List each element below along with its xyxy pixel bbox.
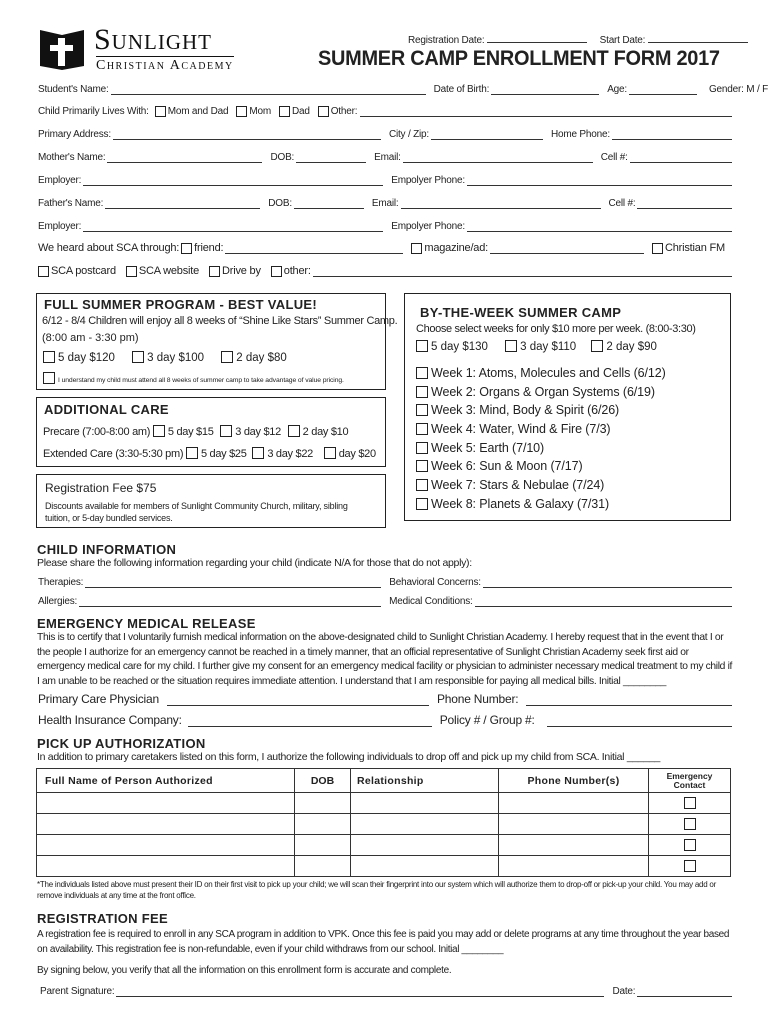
name-cell[interactable] [37, 814, 295, 835]
by-week-box [404, 293, 731, 521]
registration-fee-box [36, 474, 386, 528]
mother-email-field[interactable] [403, 153, 593, 163]
week-1-checkbox[interactable] [416, 367, 428, 379]
ext-2day-checkbox[interactable] [324, 447, 336, 459]
heard-label: We heard about SCA through: [38, 242, 180, 254]
age-field[interactable] [629, 85, 697, 95]
phone-cell[interactable] [499, 856, 649, 877]
phone-cell[interactable] [499, 835, 649, 856]
mother-employer-phone-label: Empolyer Phone: [391, 175, 465, 186]
week-7-checkbox[interactable] [416, 479, 428, 491]
heard-other-field[interactable] [313, 267, 732, 277]
lives-with-label: Child Primarily Lives With: [38, 106, 149, 117]
father-dob-label: DOB: [268, 198, 292, 209]
table-row [37, 793, 731, 814]
other-label: Other: [330, 106, 358, 117]
pickup-note: *The individuals listed above must present their ID on their first visit to pick up your child; we will scan their fingerprint into our system which will authorize them to drop-off or pick-up your child. You may add or remove individuals at any time at the front office. [37, 880, 717, 900]
dob-cell[interactable] [295, 835, 351, 856]
relationship-cell[interactable] [351, 793, 499, 814]
weeks-list [416, 366, 666, 516]
postcard-label: SCA postcard [51, 265, 116, 277]
policy-label: Policy # / Group #: [439, 713, 535, 727]
pickup-title: PICK UP AUTHORIZATION [37, 736, 206, 751]
extended-label: Extended Care (3:30-5:30 pm) [43, 448, 184, 460]
postcard-checkbox[interactable] [38, 266, 49, 277]
registration-fee-box-desc: Discounts available for members of Sunlight Community Church, military, sibling tuition, or 5-day bundled services. [45, 501, 348, 523]
relationship-cell[interactable] [351, 835, 499, 856]
mother-employer-field[interactable] [83, 176, 383, 186]
week-label: Week 5: Earth (7/10) [431, 440, 545, 455]
gender-label: Gender: M / F [708, 84, 769, 95]
pickup-desc: In addition to primary caretakers listed on this form, I authorize the following individuals to drop off and pick up my child from SCA. Initial ______ [37, 751, 661, 763]
medical-field[interactable] [475, 597, 732, 607]
full-2day-label: 2 day $80 [236, 352, 287, 364]
week-label: Week 6: Sun & Moon (7/17) [431, 459, 583, 474]
dob-field[interactable] [491, 85, 599, 95]
name-cell[interactable] [37, 835, 295, 856]
other-field[interactable] [360, 107, 732, 117]
mother-employer-phone-field[interactable] [467, 176, 732, 186]
pre-2day-label: 2 day $10 [302, 426, 349, 438]
emergency-text: This is to certify that I voluntarily furnish medical information on the above-designated child to Sunlight Christian Academy. I hereby request that in the event that I or the people I authorize for an emergency cannot be reached in a timely manner, that an official representative of Sunlight Christian Academy seek first aid or emergency medical care for my child. I further give my consent for an emergency medical facility or physician to administer necessary medical treatment to my child if I am unable to be reached or the situation requires immediate attention. I understand that I am responsible for paying all medical bills. Initial ________ [37, 632, 733, 687]
mothers-name-label: Mother's Name: [38, 152, 106, 163]
week-item [416, 366, 666, 385]
by-week-title: BY-THE-WEEK SUMMER CAMP [420, 305, 622, 320]
mom-and-dad-label: Mom and Dad [167, 106, 229, 117]
full-ack-checkbox[interactable] [43, 372, 55, 384]
dad-checkbox[interactable] [279, 106, 290, 117]
father-employer-phone-field[interactable] [467, 222, 732, 232]
additional-care-box [36, 397, 386, 467]
week-label: Week 8: Planets & Galaxy (7/31) [431, 496, 610, 511]
phone-number-field[interactable] [526, 696, 732, 706]
date-field[interactable] [637, 987, 732, 997]
cross-book-icon [38, 26, 86, 70]
emergency-contact-checkbox[interactable] [684, 797, 696, 809]
week-4-checkbox[interactable] [416, 423, 428, 435]
emergency-title: EMERGENCY MEDICAL RELEASE [37, 616, 256, 631]
week-5day-label: 5 day $130 [431, 341, 488, 353]
relationship-cell[interactable] [351, 856, 499, 877]
magazine-field[interactable] [490, 244, 644, 254]
signature-field[interactable] [116, 987, 604, 997]
therapies-field[interactable] [85, 578, 381, 588]
registration-fee-text: A registration fee is required to enroll in any SCA program in addition to VPK. Once this fee is paid you may add or delete programs at any time throughout the year based on availability. This registration fee is non-refundable, even if your child withdraws from our school. Initial ________ [37, 929, 730, 955]
medical-label: Medical Conditions: [389, 596, 473, 607]
week-5-checkbox[interactable] [416, 442, 428, 454]
dob-cell[interactable] [295, 814, 351, 835]
fathers-name-field[interactable] [105, 199, 260, 209]
full-program-desc: 6/12 - 8/4 Children will enjoy all 8 weeks of “Shine Like Stars” Summer Camp. [42, 315, 398, 327]
fathers-name-label: Father's Name: [38, 198, 104, 209]
mother-dob-field[interactable] [296, 153, 366, 163]
table-row [37, 814, 731, 835]
start-date-field[interactable] [648, 32, 748, 43]
father-employer-phone-label: Empolyer Phone: [391, 221, 465, 232]
signing-text: By signing below, you verify that all the information on this enrollment form is accurate and complete. [37, 965, 452, 976]
week-3day-label: 3 day $110 [520, 341, 577, 353]
ext-2day-label: day $20 [338, 448, 376, 460]
emergency-contact-checkbox[interactable] [684, 839, 696, 851]
age-label: Age: [607, 84, 627, 95]
father-cell-label: Cell #: [608, 198, 636, 209]
christian-fm-label: Christian FM [665, 242, 725, 254]
col-emergency: Emergency Contact [649, 769, 731, 793]
pre-3day-checkbox[interactable] [220, 425, 232, 437]
father-dob-field[interactable] [294, 199, 364, 209]
mother-cell-label: Cell #: [600, 152, 628, 163]
week-item [416, 478, 666, 497]
dob-cell[interactable] [295, 793, 351, 814]
logo-name: Sunlight [94, 23, 212, 56]
father-cell-field[interactable] [637, 199, 732, 209]
full-program-hours: (8:00 am - 3:30 pm) [42, 332, 139, 344]
friend-label: friend: [194, 242, 224, 254]
full-2day-checkbox[interactable] [221, 351, 233, 363]
week-item [416, 441, 666, 460]
table-row [37, 835, 731, 856]
physician-field[interactable] [167, 696, 429, 706]
logo-subtitle: Christian Academy [96, 58, 234, 73]
date-label: Date: [612, 986, 636, 997]
week-label: Week 3: Mind, Body & Spirit (6/26) [431, 403, 620, 418]
pre-5day-label: 5 day $15 [167, 426, 214, 438]
other-checkbox[interactable] [318, 106, 329, 117]
students-name-label: Student's Name: [38, 84, 109, 95]
dob-label: Date of Birth: [433, 84, 490, 95]
behavioral-label: Behavioral Concerns: [389, 577, 481, 588]
table-row [37, 856, 731, 877]
full-ack-text: I understand my child must attend all 8 weeks of summer camp to take advantage of value pricing. [58, 377, 344, 384]
emergency-contact-checkbox[interactable] [684, 818, 696, 830]
name-cell[interactable] [37, 793, 295, 814]
home-phone-label: Home Phone: [550, 129, 610, 140]
phone-number-label: Phone Number: [436, 692, 519, 706]
students-name-field[interactable] [111, 85, 426, 95]
week-item [416, 422, 666, 441]
city-zip-label: City / Zip: [388, 129, 429, 140]
child-info-desc: Please share the following information regarding your child (indicate N/A for those that do not apply): [37, 557, 472, 569]
address-field[interactable] [113, 130, 381, 140]
child-info-title: CHILD INFORMATION [37, 542, 177, 557]
week-item [416, 385, 666, 404]
phone-cell[interactable] [499, 793, 649, 814]
dad-label: Dad [291, 106, 310, 117]
week-2day-label: 2 day $90 [606, 341, 657, 353]
pre-3day-label: 3 day $12 [235, 426, 281, 438]
registration-date-field[interactable] [487, 32, 587, 43]
week-2-checkbox[interactable] [416, 386, 428, 398]
heard-other-checkbox[interactable] [271, 266, 282, 277]
ext-5day-checkbox[interactable] [186, 447, 198, 459]
father-employer-field[interactable] [83, 222, 383, 232]
therapies-label: Therapies: [38, 577, 84, 588]
registration-date-label: Registration Date: [408, 35, 485, 46]
registration-fee-title: REGISTRATION FEE [37, 911, 168, 926]
policy-field[interactable] [547, 717, 732, 727]
week-label: Week 4: Water, Wind & Fire (7/3) [431, 422, 611, 437]
behavioral-field[interactable] [483, 578, 732, 588]
week-5day-checkbox[interactable] [416, 340, 428, 352]
mother-cell-field[interactable] [630, 153, 732, 163]
week-label: Week 1: Atoms, Molecules and Cells (6/12) [431, 366, 666, 380]
website-checkbox[interactable] [126, 266, 137, 277]
week-item [416, 497, 666, 516]
heard-other-label: other: [283, 265, 311, 277]
allergies-label: Allergies: [38, 596, 78, 607]
magazine-label: magazine/ad: [424, 242, 489, 254]
name-cell[interactable] [37, 856, 295, 877]
pickup-table [36, 768, 731, 877]
pre-5day-checkbox[interactable] [153, 425, 165, 437]
week-label: Week 2: Organs & Organ Systems (6/19) [431, 384, 655, 399]
magazine-checkbox[interactable] [411, 243, 422, 254]
registration-fee-box-title: Registration Fee $75 [45, 481, 157, 495]
ext-5day-label: 5 day $25 [200, 448, 247, 460]
christian-fm-checkbox[interactable] [652, 243, 663, 254]
dob-cell[interactable] [295, 856, 351, 877]
ext-3day-label: 3 day $22 [267, 448, 313, 460]
insurance-field[interactable] [188, 717, 432, 727]
week-item [416, 403, 666, 422]
week-6-checkbox[interactable] [416, 460, 428, 472]
full-program-box [36, 293, 398, 390]
logo [38, 24, 278, 74]
drive-by-label: Drive by [222, 265, 261, 277]
mother-dob-label: DOB: [270, 152, 295, 163]
allergies-field[interactable] [79, 597, 381, 607]
by-week-desc: Choose select weeks for only $10 more per week. (8:00-3:30) [416, 323, 696, 335]
col-phone: Phone Number(s) [499, 769, 649, 793]
father-email-label: Email: [371, 198, 399, 209]
website-label: SCA website [138, 265, 200, 277]
full-5day-checkbox[interactable] [43, 351, 55, 363]
col-relationship: Relationship [351, 769, 499, 793]
week-item [416, 459, 666, 478]
full-program-title: FULL SUMMER PROGRAM - BEST VALUE! [44, 297, 318, 312]
week-8-checkbox[interactable] [416, 498, 428, 510]
additional-care-title: ADDITIONAL CARE [44, 402, 169, 417]
mother-employer-label: Employer: [38, 175, 82, 186]
city-zip-field[interactable] [431, 130, 543, 140]
drive-by-checkbox[interactable] [209, 266, 220, 277]
form-title: SUMMER CAMP ENROLLMENT FORM 2017 [318, 47, 720, 70]
insurance-label: Health Insurance Company: [38, 713, 182, 727]
precare-label: Precare (7:00-8:00 am) [43, 426, 151, 438]
mothers-name-field[interactable] [107, 153, 262, 163]
signature-label: Parent Signature: [40, 986, 115, 997]
col-dob: DOB [295, 769, 351, 793]
full-5day-label: 5 day $120 [58, 352, 115, 364]
friend-checkbox[interactable] [181, 243, 192, 254]
start-date-label: Start Date: [599, 35, 646, 46]
father-employer-label: Employer: [38, 221, 82, 232]
emergency-contact-checkbox[interactable] [684, 860, 696, 872]
full-3day-checkbox[interactable] [132, 351, 144, 363]
mother-email-label: Email: [374, 152, 401, 163]
week-3-checkbox[interactable] [416, 404, 428, 416]
mom-label: Mom [249, 106, 271, 117]
week-2day-checkbox[interactable] [591, 340, 603, 352]
relationship-cell[interactable] [351, 814, 499, 835]
mom-and-dad-checkbox[interactable] [155, 106, 166, 117]
week-3day-checkbox[interactable] [505, 340, 517, 352]
address-label: Primary Address: [38, 129, 111, 140]
home-phone-field[interactable] [612, 130, 732, 140]
pre-2day-checkbox[interactable] [288, 425, 300, 437]
friend-field[interactable] [225, 244, 403, 254]
full-3day-label: 3 day $100 [147, 352, 205, 364]
col-full-name: Full Name of Person Authorized [37, 769, 295, 793]
ext-3day-checkbox[interactable] [252, 447, 264, 459]
father-email-field[interactable] [401, 199, 601, 209]
mom-checkbox[interactable] [236, 106, 247, 117]
week-label: Week 7: Stars & Nebulae (7/24) [431, 478, 605, 493]
phone-cell[interactable] [499, 814, 649, 835]
physician-label: Primary Care Physician [38, 692, 159, 706]
